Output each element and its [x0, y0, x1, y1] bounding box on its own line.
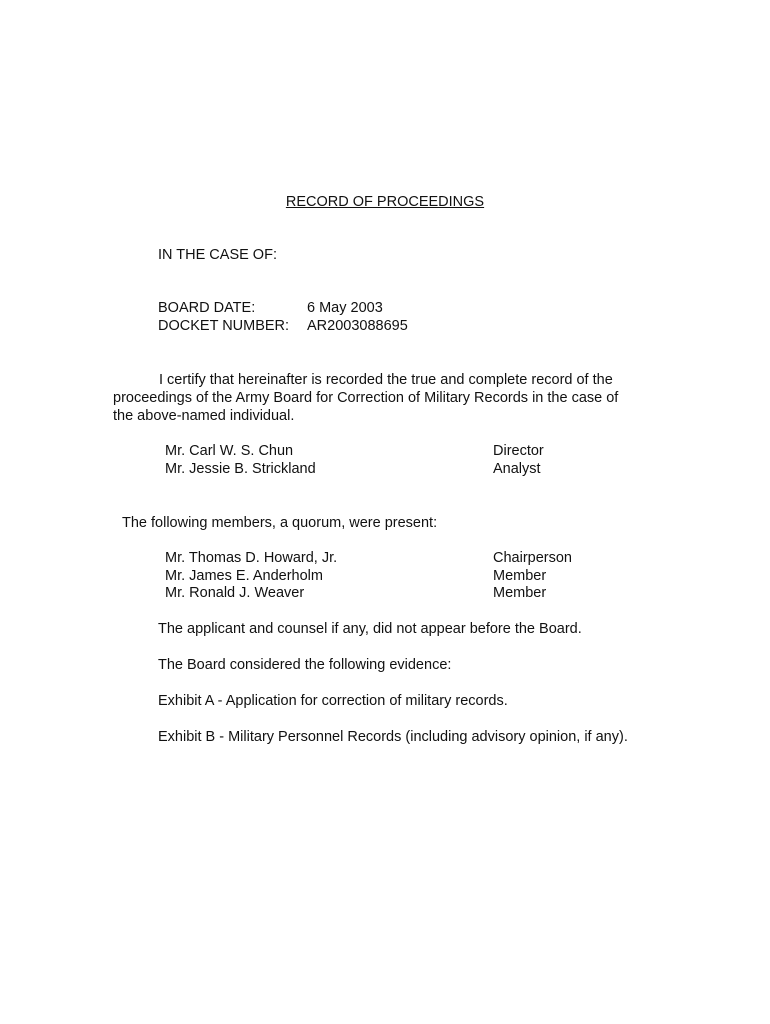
member-role: Chairperson	[493, 550, 572, 566]
document-title: RECORD OF PROCEEDINGS	[285, 194, 485, 210]
certification-line: the above-named individual.	[113, 408, 295, 424]
docket-number-value: AR2003088695	[307, 318, 408, 334]
staff-name: Mr. Carl W. S. Chun	[165, 443, 294, 459]
member-name: Mr. Ronald J. Weaver	[165, 585, 305, 601]
docket-number-label: DOCKET NUMBER:	[158, 318, 290, 334]
exhibit-a: Exhibit A - Application for correction of military records.	[158, 693, 508, 709]
certification-paragraph	[113, 371, 653, 425]
member-role: Member	[493, 585, 547, 601]
case-label: IN THE CASE OF:	[158, 247, 277, 263]
board-date-value: 6 May 2003	[307, 300, 383, 316]
staff-name: Mr. Jessie B. Strickland	[165, 461, 316, 477]
evidence-intro: The Board considered the following evidence:	[158, 657, 452, 673]
member-name: Mr. James E. Anderholm	[165, 568, 323, 584]
member-name: Mr. Thomas D. Howard, Jr.	[165, 550, 338, 566]
board-date-label: BOARD DATE:	[158, 300, 256, 316]
staff-role: Analyst	[493, 461, 541, 477]
staff-role: Director	[493, 443, 544, 459]
certification-line: proceedings of the Army Board for Correction of Military Records in the case of	[113, 390, 619, 406]
quorum-statement: The following members, a quorum, were present:	[122, 515, 438, 531]
member-role: Member	[493, 568, 547, 584]
appearance-statement: The applicant and counsel if any, did not appear before the Board.	[158, 621, 582, 637]
certification-line: I certify that hereinafter is recorded the true and complete record of the	[159, 372, 613, 388]
exhibit-b: Exhibit B - Military Personnel Records (including advisory opinion, if any).	[158, 729, 628, 745]
